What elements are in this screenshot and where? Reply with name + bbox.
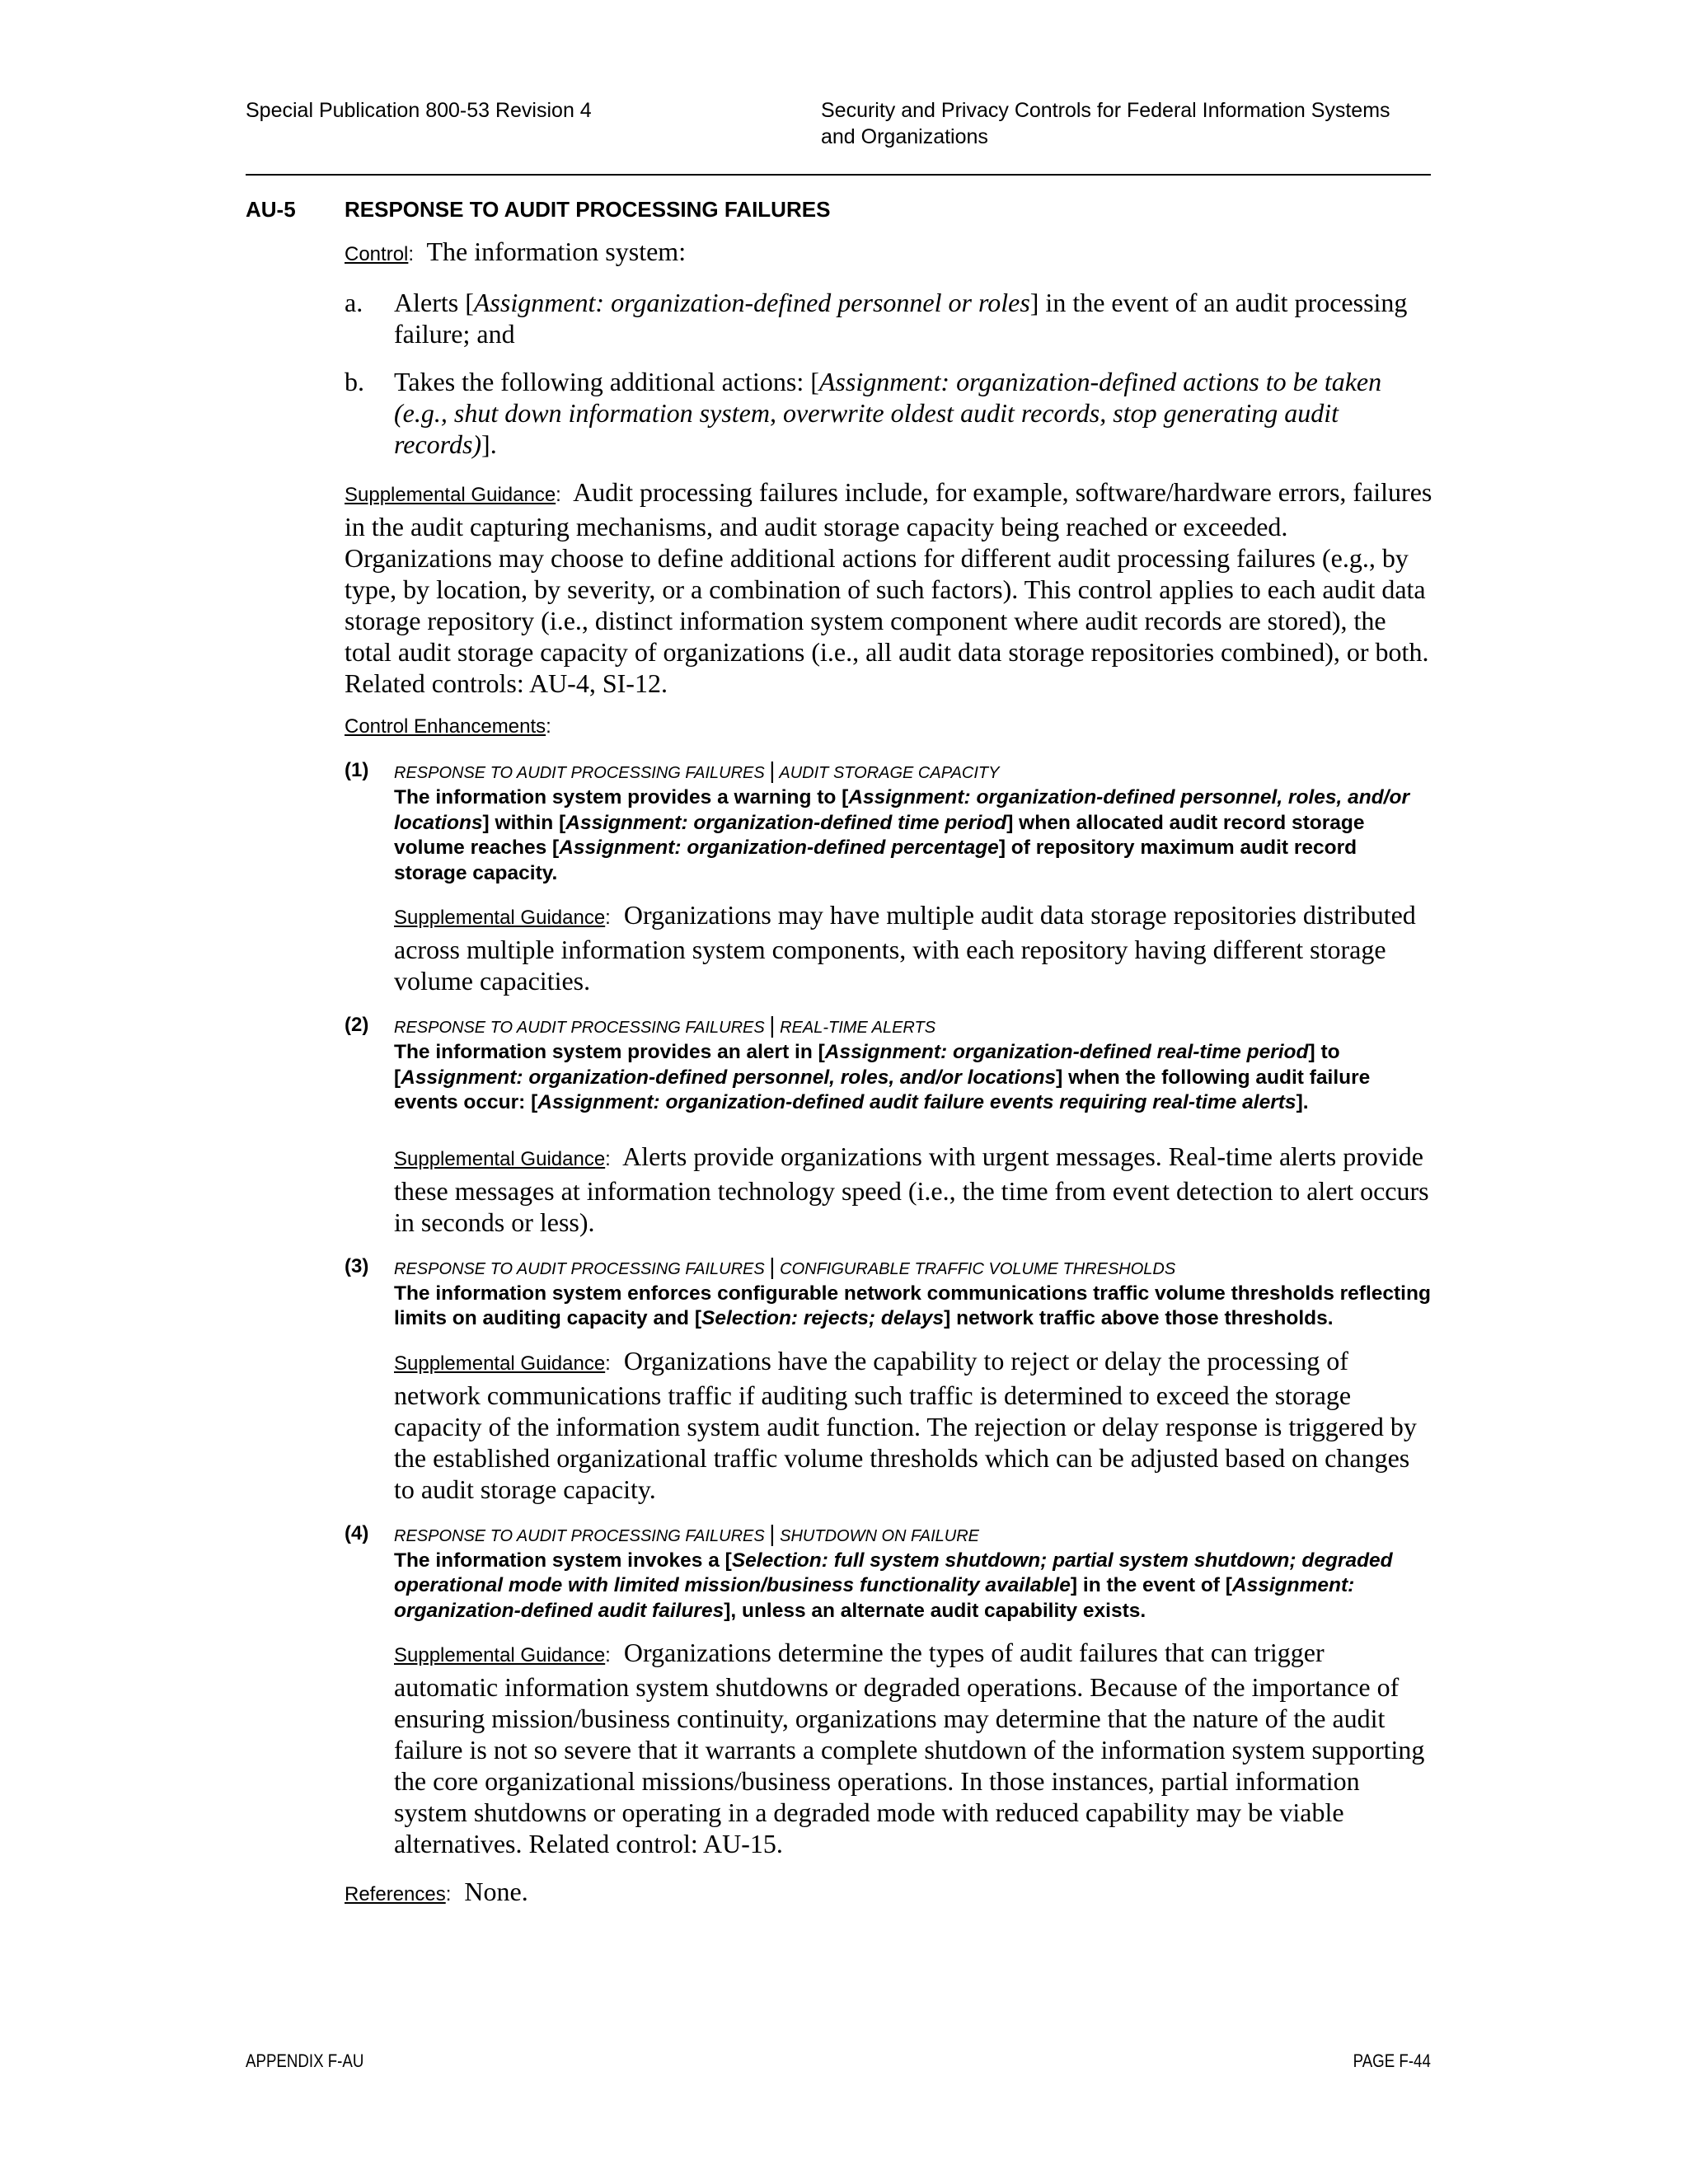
enhancement-title: RESPONSE TO AUDIT PROCESSING FAILURES | REAL-TIME ALERTS [394, 1012, 936, 1038]
references: References: None. [345, 1877, 528, 1906]
header-document-title [821, 97, 1447, 150]
header-title-line-1: Security and Privacy Controls for Federal Information Systems [821, 99, 1390, 122]
supplemental-guidance-label: Supplemental Guidance [394, 1147, 606, 1170]
header-divider [246, 174, 1431, 176]
enhancement-statement: The information system invokes a [Selection: full system shutdown; partial system shutdown; degraded operational mode with limited mission/business functionality available] in the event of [Assignment: organization-defined audit failures], unless an alternate audit capability exists. [394, 1549, 1393, 1622]
footer-appendix: APPENDIX F-AU [246, 2050, 364, 2071]
supplemental-guidance-label: Supplemental Guidance [394, 1644, 606, 1666]
item-text: Takes the following additional actions: [Assignment: organization-defined actions to be taken (e.g., shut down information system, overwrite oldest audit records, stop generating audit records)]. [394, 367, 1382, 459]
enhancement-statement: The information system provides a warning to [Assignment: organization-defined personnel, roles, and/or locations] within [Assignment: organization-defined time period] when allocated audit record storage volume reaches [Assignment: organization-defined percentage] of repository maximum audit record storage capacity. [394, 786, 1409, 884]
control-intro-text: The information system: [426, 237, 687, 266]
footer-page-number: PAGE F-44 [1353, 2050, 1431, 2071]
assignment-param: Assignment: organization-defined audit failure events requiring real-time alerts [537, 1091, 1296, 1113]
supplemental-guidance-label: Supplemental Guidance [394, 907, 606, 929]
assignment-param: Assignment: organization-defined time period [565, 811, 1007, 834]
enhancement-title: RESPONSE TO AUDIT PROCESSING FAILURES | CONFIGURABLE TRAFFIC VOLUME THRESHOLDS [394, 1253, 1176, 1279]
selection-param: Selection: rejects; delays [701, 1307, 945, 1329]
assignment-param: Assignment: organization-defined real-time period [824, 1041, 1309, 1063]
control-item-b [345, 366, 1434, 460]
enhancement-number: (4) [345, 1521, 369, 1544]
assignment-param: Assignment: organization-defined audit failures [394, 1574, 1355, 1622]
assignment-param: Assignment: organization-defined actions to be taken (e.g., shut down information system, overwrite oldest audit records, stop generating audit records) [394, 367, 1382, 459]
control-label: Control [345, 243, 409, 265]
enhancement-supplemental-guidance: Supplemental Guidance: Organizations determine the types of audit failures that can trigger automatic information system shutdowns or degraded operations. Because of the importance of ensuring mission/business continuity, organizations may determine that the nature of the audit failure is not so severe that it warrants a complete shutdown of the information system supporting the core organizational missions/business operations. In those instances, partial information system shutdowns or operating in a degraded mode with reduced capability may be viable alternatives. Related control: AU-15. [394, 1638, 1425, 1858]
enhancement-1 [345, 758, 1434, 996]
assignment-param: Assignment: organization-defined personnel or roles [473, 288, 1030, 317]
enhancement-number: (3) [345, 1254, 369, 1277]
control-enhancements-label: Control Enhancements [345, 715, 546, 738]
references-label: References [345, 1883, 446, 1905]
enhancement-statement: The information system enforces configurable network communications traffic volume thresholds reflecting limits on auditing capacity and [Selection: rejects; delays] network traffic above those thresholds. [394, 1282, 1431, 1329]
assignment-param: Assignment: organization-defined percentage [559, 837, 999, 859]
assignment-param: Assignment: organization-defined personnel, roles, and/or locations [401, 1066, 1057, 1089]
control-body [345, 236, 1434, 1910]
item-letter: b. [345, 367, 364, 396]
references-text: None. [464, 1877, 528, 1906]
assignment-param: Assignment: organization-defined personnel, roles, and/or locations [394, 786, 1409, 834]
enhancement-title: RESPONSE TO AUDIT PROCESSING FAILURES | AUDIT STORAGE CAPACITY [394, 757, 1000, 783]
selection-param: Selection: full system shutdown; partial system shutdown; degraded operational mode with limited mission/business functionality available [394, 1549, 1393, 1596]
enhancement-number: (2) [345, 1014, 369, 1036]
control-enhancements-heading: Control Enhancements: [345, 715, 551, 738]
supplemental-guidance-label: Supplemental Guidance [394, 1352, 606, 1375]
enhancement-statement: The information system provides an alert in [Assignment: organization-defined real-time period] to [Assignment: organization-defined personnel, roles, and/or locations] when the following audit failure events occur: [Assignment: organization-defined audit failure events requiring real-time alerts]. [394, 1041, 1371, 1113]
enhancement-3 [345, 1254, 1434, 1505]
control-statement: Control: The information system: [345, 237, 687, 266]
control-item-a [345, 287, 1434, 349]
supplemental-guidance: Supplemental Guidance: Audit processing failures include, for example, software/hardware errors, failures in the audit capturing mechanisms, and audit storage capacity being reached or exceeded. Organizations may choose to define additional actions for different audit processing failures (e.g., by type, by location, by severity, or a combination of such factors). This control applies to each audit data storage repository (i.e., distinct information system component where audit records are stored), the total audit storage capacity of organizations (i.e., all audit data storage repositories combined), or both. Related controls: AU-4, SI-12. [345, 477, 1432, 698]
enhancement-4 [345, 1521, 1434, 1860]
item-letter: a. [345, 288, 363, 317]
control-title: RESPONSE TO AUDIT PROCESSING FAILURES [345, 197, 831, 222]
enhancement-number: (1) [345, 759, 369, 781]
enhancement-title: RESPONSE TO AUDIT PROCESSING FAILURES | SHUTDOWN ON FAILURE [394, 1520, 979, 1546]
enhancement-supplemental-guidance: Supplemental Guidance: Organizations have the capability to reject or delay the processing of network communications traffic if auditing such traffic is determined to exceed the storage capacity of the information system audit function. The rejection or delay response is triggered by the established organizational traffic volume thresholds which can be adjusted based on changes to audit storage capacity. [394, 1345, 1417, 1504]
enhancement-supplemental-guidance: Supplemental Guidance: Alerts provide organizations with urgent messages. Real-time alerts provide these messages at information technology speed (i.e., the time from event detection to alert occurs in seconds or less). [394, 1141, 1429, 1237]
enhancement-supplemental-guidance: Supplemental Guidance: Organizations may have multiple audit data storage repositories distributed across multiple information system components, with each repository having different storage volume capacities. [394, 900, 1416, 996]
enhancement-2 [345, 1013, 1434, 1238]
item-text: Alerts [Assignment: organization-defined personnel or roles] in the event of an audit processing failure; and [394, 288, 1408, 349]
control-id: AU-5 [246, 197, 296, 222]
header-publication: Special Publication 800-53 Revision 4 [246, 99, 592, 122]
supplemental-guidance-text: Audit processing failures include, for example, software/hardware errors, failures in the audit capturing mechanisms, and audit storage capacity being reached or exceeded. Organizations may choose to define additional actions for different audit processing failures (e.g., by type, by location, by severity, or a combination of such factors). This control applies to each audit data storage repository (i.e., distinct information system component where audit records are stored), the total audit storage capacity of organizations (i.e., all audit data storage repositories combined), or both. Related controls: AU-4, SI-12. [345, 477, 1432, 698]
header-title-line-2: and Organizations [821, 125, 988, 148]
supplemental-guidance-label: Supplemental Guidance [345, 484, 556, 506]
